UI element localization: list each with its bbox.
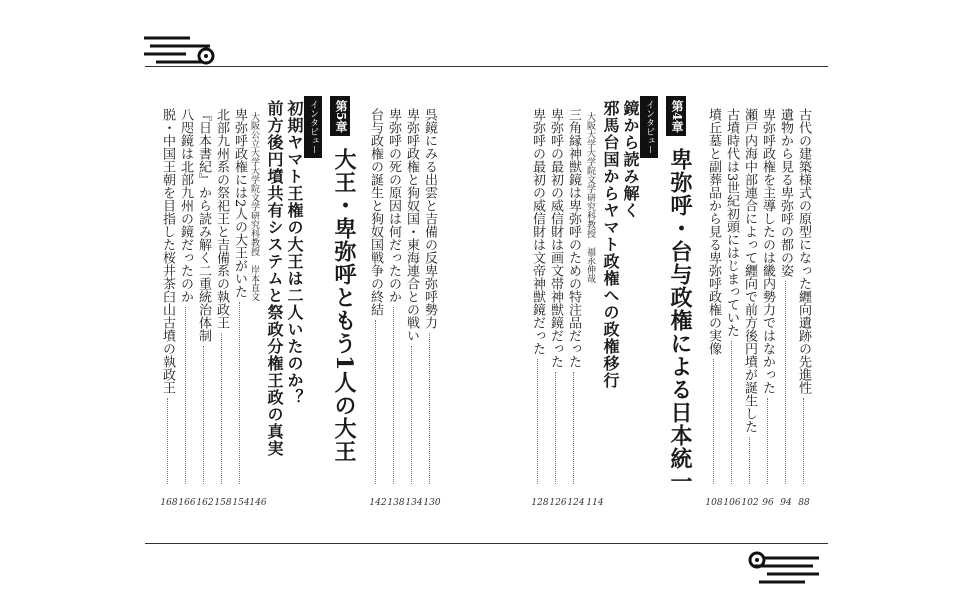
toc-entry[interactable]: 瀬戸内海中部連合によって纒向で前方後円墳が誕生した	[743, 108, 756, 488]
page-number: 146	[249, 498, 267, 508]
top-rule	[145, 66, 828, 67]
interview-badge: インタビュー	[640, 96, 658, 158]
toc-entry[interactable]: 呉鏡にみる出雲と吉備の反卑弥呼勢力	[423, 108, 436, 488]
bottom-rule	[145, 543, 828, 544]
toc-entry[interactable]: 脱・中国王朝を目指した桜井茶臼山古墳の執政王	[161, 108, 174, 488]
page-number: 108	[705, 498, 723, 508]
toc-entry[interactable]: 卑弥呼政権には2人の大王がいた	[233, 108, 246, 488]
chapter-5-title[interactable]: 大王・卑弥呼ともう1人の大王	[331, 148, 357, 464]
page-number: 138	[387, 498, 405, 508]
toc-entry[interactable]: 北部九州系の祭祀王と吉備系の執政王	[215, 108, 228, 488]
toc-entry[interactable]: 八咫鏡は北部九州の鏡だったのか	[179, 108, 192, 488]
interview-affiliation: 大阪公立大学大学院文学研究科教授 岸本直文	[249, 112, 259, 301]
page-number: 154	[232, 498, 250, 508]
page-number: 126	[549, 498, 567, 508]
page-number: 142	[369, 498, 387, 508]
page-number: 158	[214, 498, 232, 508]
page-number: 106	[723, 498, 741, 508]
page-number: 166	[178, 498, 196, 508]
page-number: 96	[762, 498, 774, 508]
page-number: 88	[798, 498, 810, 508]
toc-entry[interactable]: 古墳時代は3世紀初頭にはじまっていた	[725, 108, 738, 488]
toc-entry[interactable]: 台与政権の誕生と狗奴国戦争の終結	[369, 108, 382, 488]
chapter-4-badge: 第4章	[666, 96, 686, 136]
page-number: 134	[405, 498, 423, 508]
interview-title[interactable]: 邪馬台国からヤマト政権への政権移行	[601, 100, 620, 389]
toc-entry[interactable]: 卑弥呼の最初の威信財は文帝神獣鏡だった	[531, 108, 544, 488]
toc-entry[interactable]: 卑弥呼政権と狗奴国・東海連合との戦い	[405, 108, 418, 488]
toc-entry[interactable]: 卑弥呼の最初の威信財は画文帯神獣鏡だった	[549, 108, 562, 488]
page-number: 130	[423, 498, 441, 508]
interview-title[interactable]: 初期ヤマト王権の大王は二人いたのか？	[285, 100, 304, 406]
page-number: 114	[586, 498, 604, 508]
toc-entry[interactable]: 『日本書紀』から読み解く二重統治体制	[197, 108, 210, 488]
chapter-5-badge: 第5章	[330, 96, 350, 136]
toc-entry[interactable]: 卑弥呼政権を主導したのは畿内勢力ではなかった	[761, 108, 774, 488]
interview-affiliation: 大阪大学大学院文学研究科教授 福永伸哉	[585, 112, 595, 283]
interview-badge: インタビュー	[304, 96, 322, 158]
toc-entry[interactable]: 三角縁神獣鏡は卑弥呼のための特注品だった	[567, 108, 580, 488]
toc-entry[interactable]: 古代の建築様式の原型になった纒向遺跡の先進性	[797, 108, 810, 488]
page-number: 124	[567, 498, 585, 508]
ornament-top-left	[140, 28, 220, 68]
page-number: 94	[780, 498, 792, 508]
page-number: 162	[196, 498, 214, 508]
ornament-bottom-right	[743, 548, 823, 588]
toc-entry[interactable]: 墳丘墓と副葬品から見る卑弥呼政権の実像	[707, 108, 720, 488]
chapter-4-title[interactable]: 卑弥呼・台与政権による日本統一	[667, 148, 693, 493]
interview-title[interactable]: 鏡から読み解く	[621, 100, 640, 219]
interview-title[interactable]: 前方後円墳共有システムと祭政分権王政の真実	[265, 100, 284, 457]
page-number: 102	[741, 498, 759, 508]
page-number: 128	[531, 498, 549, 508]
page-number: 168	[160, 498, 178, 508]
toc-entry[interactable]: 卑弥呼の死の原因は何だったのか	[387, 108, 400, 488]
toc-entry[interactable]: 遺物から見る卑弥呼の都の姿	[779, 108, 792, 488]
